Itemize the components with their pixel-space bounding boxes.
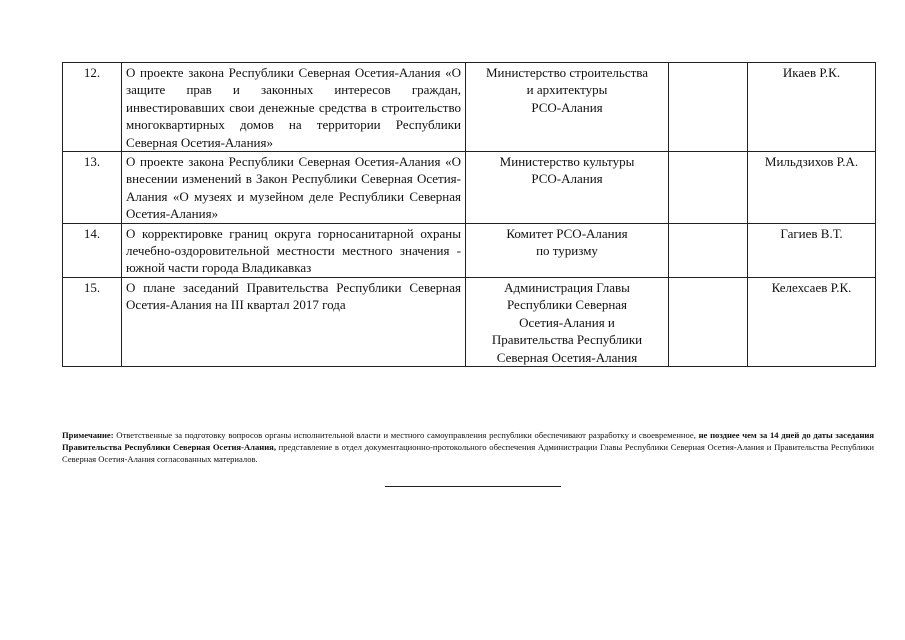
- note-deadline: не позднее чем за 14 дней до даты заседания Правительства Республики Северная Осетия-Алания,: [62, 430, 874, 452]
- agenda-table: [62, 62, 876, 367]
- agenda-topic: О проекте закона Республики Северная Осетия-Алания «О внесении изменений в Закон Республики Северная Осетия-Алания «О музеях и музейном деле Республики Северная Осетия-Алания»: [122, 152, 466, 224]
- empty-cell: [669, 63, 748, 152]
- table-row: [63, 277, 876, 366]
- divider-line: [385, 486, 561, 487]
- note-text-end: представление в отдел документационно-протокольного обеспечения Администрации Главы Республики Северная Осетия-Алания и Правительства Республики Северная Осетия-Алания согласованных материалов.: [62, 442, 874, 464]
- responsible-person: Келехсаев Р.К.: [748, 277, 876, 366]
- row-number: 12.: [63, 63, 122, 152]
- agenda-topic: О плане заседаний Правительства Республики Северная Осетия-Алания на III квартал 2017 года: [122, 277, 466, 366]
- note-label: Примечание:: [62, 430, 114, 440]
- responsible-person: Мильдзихов Р.А.: [748, 152, 876, 224]
- table-row: [63, 152, 876, 224]
- table-row: [63, 223, 876, 277]
- responsible-body: Министерство строительства и архитектуры РСО-Алания: [466, 63, 669, 152]
- responsible-person: Гагиев В.Т.: [748, 223, 876, 277]
- table-row: [63, 63, 876, 152]
- row-number: 14.: [63, 223, 122, 277]
- responsible-body: Комитет РСО-Алания по туризму: [466, 223, 669, 277]
- responsible-body: Министерство культуры РСО-Алания: [466, 152, 669, 224]
- empty-cell: [669, 152, 748, 224]
- row-number: 15.: [63, 277, 122, 366]
- empty-cell: [669, 223, 748, 277]
- note-text: Ответственные за подготовку вопросов органы исполнительной власти и местного самоуправления республики обеспечивают разработку и своевременное,: [113, 430, 699, 440]
- row-number: 13.: [63, 152, 122, 224]
- agenda-topic: О проекте закона Республики Северная Осетия-Алания «О защите прав и законных интересов граждан, инвестировавших свои денежные средства в строительство многоквартирных домов на территории Республики Северная Осетия-Алания»: [122, 63, 466, 152]
- footnote: [62, 429, 874, 465]
- empty-cell: [669, 277, 748, 366]
- responsible-body: Администрация Главы Республики Северная Осетия-Алания и Правительства Республики Северная Осетия-Алания: [466, 277, 669, 366]
- agenda-topic: О корректировке границ округа горносанитарной охраны лечебно-оздоровительной местности местного значения - южной части города Владикавказ: [122, 223, 466, 277]
- responsible-person: Икаев Р.К.: [748, 63, 876, 152]
